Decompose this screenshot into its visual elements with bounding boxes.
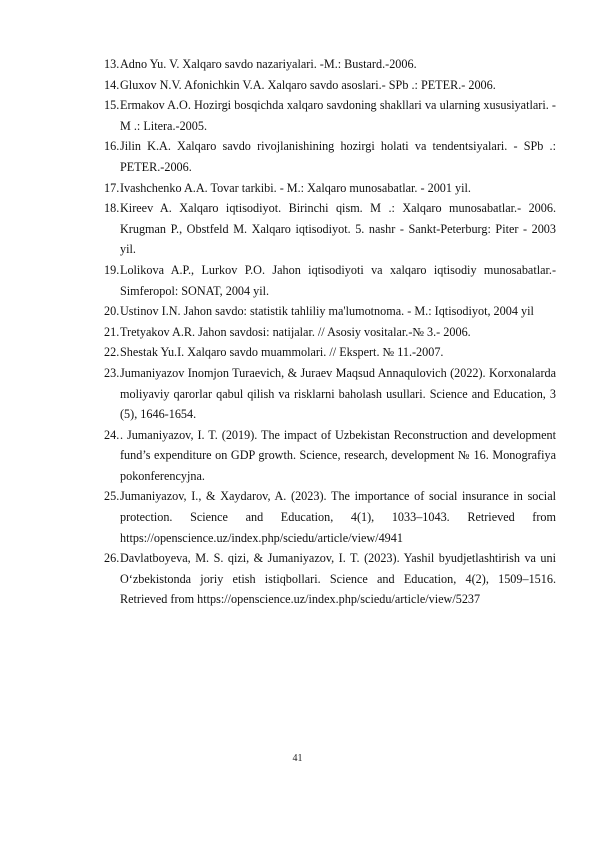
reference-item (104, 486, 556, 548)
reference-item (104, 322, 556, 343)
reference-number: 25. (104, 489, 120, 504)
reference-text: Davlatboyeva, M. S. qizi, & Jumaniyazov, I. T. (2023). Yashil byudjetlashtirish va uni O‘zbekistonda joriy etish istiqbollari. Science and Education, 4(2), 1509–1516. Retrieved from https://openscience.uz/index.php/sciedu/article/view/5237 (120, 551, 556, 607)
reference-item (104, 363, 556, 425)
reference-number: 16. (104, 139, 120, 154)
reference-item (104, 178, 556, 199)
reference-item (104, 75, 556, 96)
page-number: 41 (292, 753, 303, 764)
reference-text: Ermakov A.O. Hozirgi bosqichda xalqaro savdoning shakllari va ularning xususiyatlari. -M .: Litera.-2005. (120, 98, 556, 133)
reference-text: Lolikova A.P., Lurkov P.O. Jahon iqtisodiyoti va xalqaro iqtisodiy munosabatlar.- Simferopol: SONAT, 2004 yil. (120, 262, 556, 298)
reference-text: . Jumaniyazov, I. T. (2019). The impact of Uzbekistan Reconstruction and development fund’s expenditure on GDP growth. Science, research, development № 16. Monografiya pokonferencyjna. (120, 427, 556, 483)
reference-text: Shestak Yu.I. Xalqaro savdo muammolari. // Ekspert. № 11.-2007. (120, 345, 444, 360)
reference-item (104, 301, 556, 322)
reference-text: Tretyakov A.R. Jahon savdosi: natijalar. // Asosiy vositalar.-№ 3.- 2006. (120, 324, 471, 339)
reference-number: 14. (104, 77, 120, 92)
reference-number: 22. (104, 345, 120, 360)
reference-number: 17. (104, 180, 120, 195)
reference-text: Jilin K.A. Xalqaro savdo rivojlanishining hozirgi holati va tendentsiyalari. - SPb .: PETER.-2006. (120, 139, 556, 174)
reference-item (104, 136, 556, 177)
reference-text: Ivashchenko A.A. Tovar tarkibi. - M.: Xalqaro munosabatlar. - 2001 yil. (120, 180, 471, 195)
reference-item (104, 425, 556, 487)
reference-number: 26. (104, 551, 120, 566)
reference-item (104, 548, 556, 610)
reference-item (104, 54, 556, 75)
reference-number: 20. (104, 304, 120, 319)
reference-text: Kireev A. Xalqaro iqtisodiyot. Birinchi qism. M .: Xalqaro munosabatlar.- 2006. Krugman P., Obstfeld M. Xalqaro iqtisodiyot. 5. nashr - Sankt-Peterburg: Piter - 2003 yil. (120, 201, 556, 257)
reference-number: 19. (104, 262, 120, 277)
reference-text: Gluxov N.V. Afonichkin V.A. Xalqaro savdo asoslari.- SPb .: PETER.- 2006. (120, 77, 496, 92)
reference-item (104, 342, 556, 363)
reference-number: 15. (104, 98, 120, 113)
reference-number: 23. (104, 365, 120, 380)
reference-text: Ustinov I.N. Jahon savdo: statistik tahliliy ma'lumotnoma. - M.: Iqtisodiyot, 2004 yil (120, 304, 534, 319)
reference-number: 18. (104, 201, 120, 216)
reference-item (104, 260, 556, 301)
reference-number: 13. (104, 57, 120, 71)
reference-text: Jumaniyazov Inomjon Turaevich, & Juraev Maqsud Annaqulovich (2022). Korxonalarda moliyaviy qarorlar qabul qilish va risklarni baholash usullari. Science and Education, 3 (5), 1646-1654. (120, 365, 556, 422)
reference-text: Adno Yu. V. Xalqaro savdo nazariyalari. -M.: Bustard.-2006. (120, 57, 417, 71)
reference-number: 24. (104, 427, 120, 442)
reference-item (104, 95, 556, 136)
reference-text: Jumaniyazov, I., & Xaydarov, A. (2023). The importance of social insurance in social protection. Science and Education, 4(1), 1033–1043. Retrieved from https://openscience.uz/index.php/sciedu/article/view/4941 (120, 489, 556, 545)
reference-item (104, 198, 556, 260)
reference-list (104, 54, 556, 610)
reference-number: 21. (104, 324, 120, 339)
